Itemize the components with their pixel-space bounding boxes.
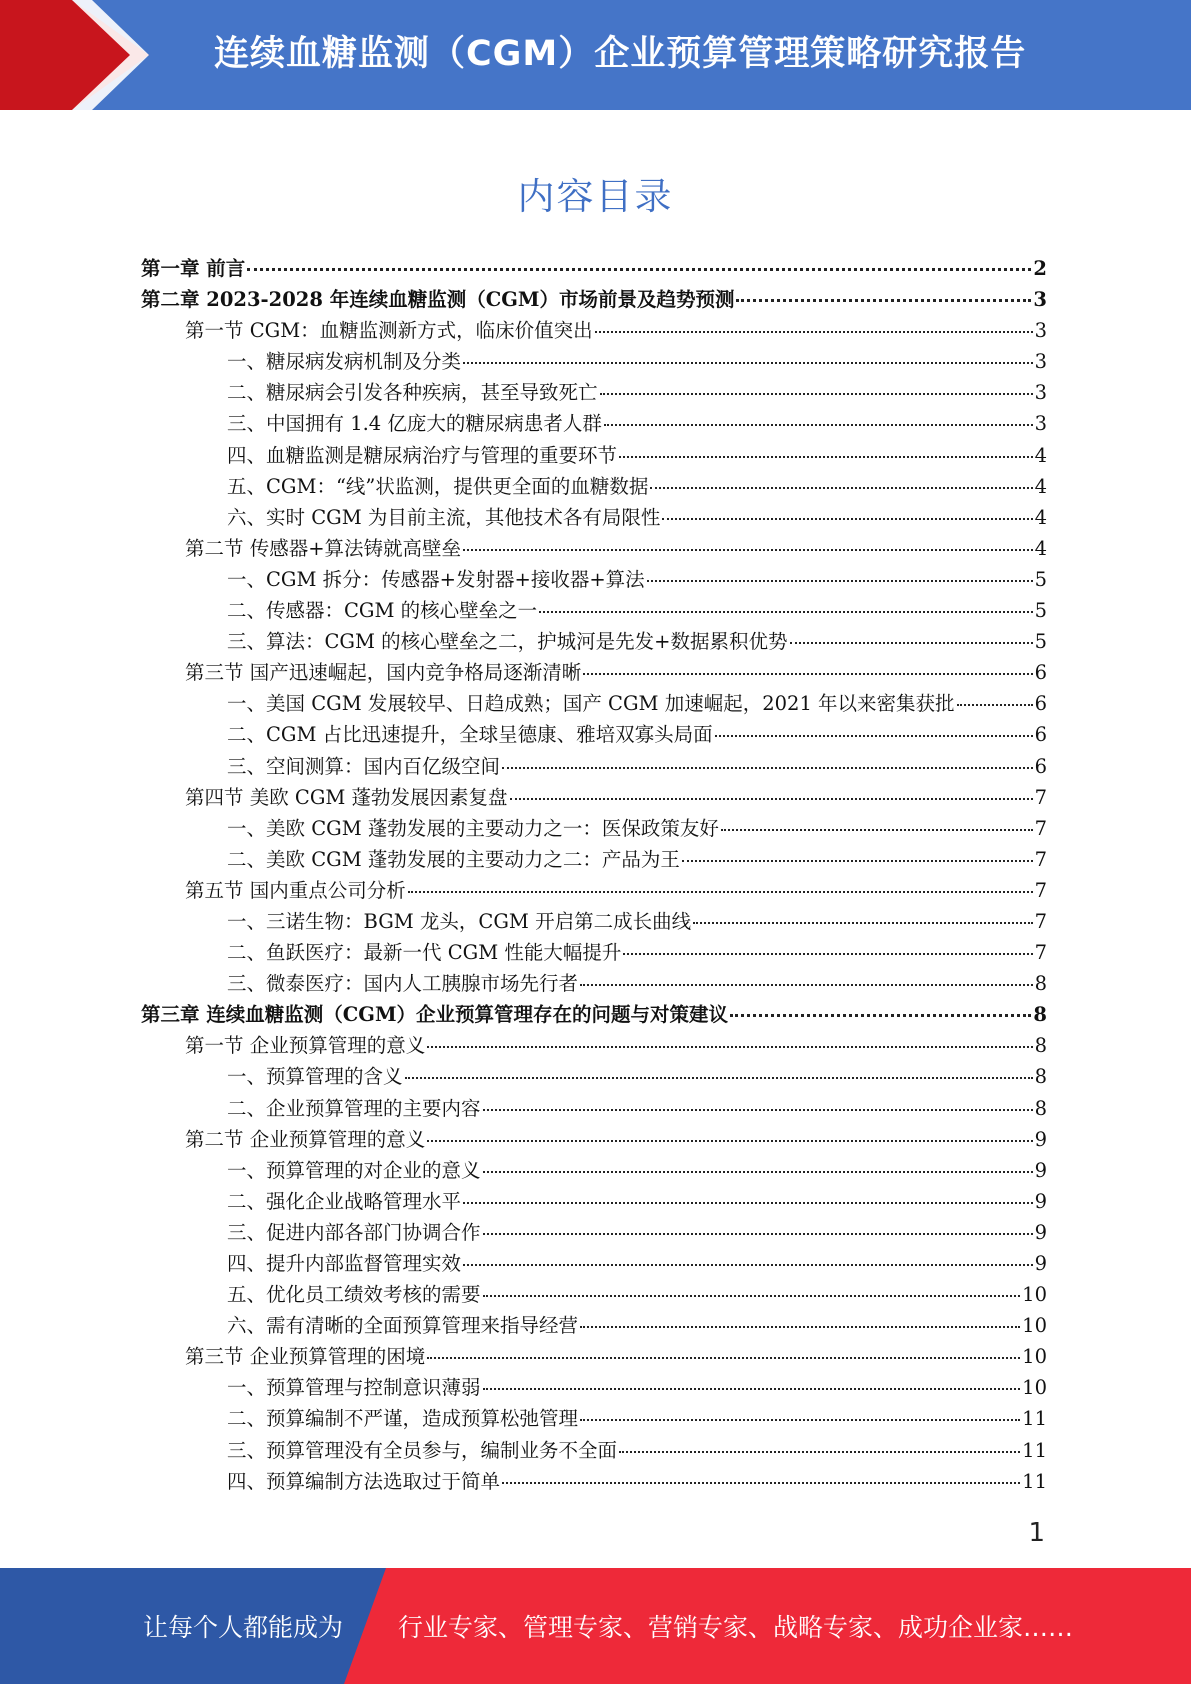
toc-entry-page: 6 xyxy=(1034,723,1047,747)
toc-entry-page: 3 xyxy=(1034,412,1047,436)
toc-entry-title: 第二章 2023-2028 年连续血糖监测（CGM）市场前景及趋势预测 xyxy=(141,288,735,312)
toc-entry[interactable] xyxy=(141,253,1047,284)
toc-entry-title: 一、美欧 CGM 蓬勃发展的主要动力之一：医保政策友好 xyxy=(227,816,719,840)
toc-entry[interactable] xyxy=(141,937,1047,968)
toc-entry-title: 二、CGM 占比迅速提升，全球呈德康、雅培双寡头局面 xyxy=(227,723,713,747)
header-banner xyxy=(0,0,1191,110)
toc-entry[interactable] xyxy=(141,1093,1047,1124)
toc-entry[interactable] xyxy=(141,782,1047,813)
toc-entry-title: 二、鱼跃医疗：最新一代 CGM 性能大幅提升 xyxy=(227,941,622,965)
toc-entry-title: 二、美欧 CGM 蓬勃发展的主要动力之二：产品为王 xyxy=(227,847,680,871)
toc-entry[interactable] xyxy=(141,1279,1047,1310)
toc-entry[interactable] xyxy=(141,813,1047,844)
toc-entry-page: 5 xyxy=(1034,567,1047,591)
toc-entry-title: 二、企业预算管理的主要内容 xyxy=(227,1096,481,1120)
toc-entry-page: 7 xyxy=(1034,941,1047,965)
toc-entry-page: 2 xyxy=(1033,257,1047,280)
toc-entry-page: 9 xyxy=(1034,1158,1047,1182)
toc-entry-page: 9 xyxy=(1034,1189,1047,1213)
toc-entry-page: 8 xyxy=(1034,1065,1047,1089)
toc-dot-leader xyxy=(619,456,1033,458)
toc-entry[interactable] xyxy=(141,1248,1047,1279)
toc-entry[interactable] xyxy=(141,595,1047,626)
toc-entry[interactable] xyxy=(141,377,1047,408)
toc-entry-page: 9 xyxy=(1034,1127,1047,1151)
toc-entry[interactable] xyxy=(141,1155,1047,1186)
toc-entry[interactable] xyxy=(141,999,1047,1030)
toc-entry-page: 4 xyxy=(1034,443,1047,467)
toc-entry-page: 10 xyxy=(1022,1283,1047,1307)
toc-entry-page: 9 xyxy=(1034,1220,1047,1244)
toc-entry[interactable] xyxy=(141,1061,1047,1092)
toc-entry-title: 五、优化员工绩效考核的需要 xyxy=(227,1283,481,1307)
toc-entry-title: 三、预算管理没有全员参与，编制业务不全面 xyxy=(227,1438,618,1462)
toc-entry-page: 6 xyxy=(1034,692,1047,716)
toc-entry-page: 10 xyxy=(1022,1314,1047,1338)
toc-entry[interactable] xyxy=(141,844,1047,875)
report-title: 连续血糖监测（CGM）企业预算管理策略研究报告 xyxy=(214,34,1027,74)
toc-entry-title: 一、预算管理的含义 xyxy=(227,1065,403,1089)
toc-dot-leader xyxy=(647,580,1033,582)
toc-dot-leader xyxy=(595,331,1033,333)
toc-dot-leader xyxy=(502,1482,1020,1484)
toc-entry-page: 8 xyxy=(1034,972,1047,996)
toc-entry[interactable] xyxy=(141,875,1047,906)
toc-dot-leader xyxy=(580,1326,1020,1328)
toc-entry[interactable] xyxy=(141,1372,1047,1403)
toc-entry[interactable] xyxy=(141,564,1047,595)
toc-entry[interactable] xyxy=(141,1466,1047,1497)
toc-entry-title: 三、空间测算：国内百亿级空间 xyxy=(227,754,501,778)
toc-entry[interactable] xyxy=(141,1186,1047,1217)
toc-entry-title: 三、算法：CGM 的核心壁垒之二，护城河是先发+数据累积优势 xyxy=(227,630,788,654)
header-arrow-decoration xyxy=(0,0,160,110)
toc-entry-title: 第一节 CGM：血糖监测新方式，临床价值突出 xyxy=(185,319,593,343)
toc-dot-leader xyxy=(502,767,1033,769)
toc-entry-title: 第五节 国内重点公司分析 xyxy=(185,878,406,902)
toc-dot-leader xyxy=(682,860,1033,862)
toc-entry-title: 第二节 传感器+算法铸就高壁垒 xyxy=(185,536,462,560)
toc-dot-leader xyxy=(427,1140,1032,1142)
toc-dot-leader xyxy=(721,829,1033,831)
toc-dot-leader xyxy=(693,922,1032,924)
toc-dot-leader xyxy=(604,424,1033,426)
toc-entry-title: 二、预算编制不严谨，造成预算松弛管理 xyxy=(227,1407,579,1431)
toc-dot-leader xyxy=(583,673,1032,675)
toc-entry[interactable] xyxy=(141,906,1047,937)
toc-entry[interactable] xyxy=(141,1341,1047,1372)
toc-entry-title: 第一节 企业预算管理的意义 xyxy=(185,1034,426,1058)
toc-entry[interactable] xyxy=(141,1124,1047,1155)
page-number: 1 xyxy=(1028,1518,1045,1548)
footer-slogan-left: 让每个人都能成为 xyxy=(143,1613,344,1642)
toc-entry-title: 四、预算编制方法选取过于简单 xyxy=(227,1469,501,1493)
toc-entry[interactable] xyxy=(141,751,1047,782)
toc-dot-leader xyxy=(463,549,1033,551)
toc-entry-title: 第三节 国产迅速崛起，国内竞争格局逐渐清晰 xyxy=(185,661,582,685)
toc-dot-leader xyxy=(580,1419,1020,1421)
toc-entry-title: 一、预算管理与控制意识薄弱 xyxy=(227,1376,481,1400)
toc-entry[interactable] xyxy=(141,657,1047,688)
toc-entry-title: 第三节 企业预算管理的困境 xyxy=(185,1345,426,1369)
toc-entry-page: 6 xyxy=(1034,661,1047,685)
toc-entry-page: 10 xyxy=(1022,1376,1047,1400)
toc-entry[interactable] xyxy=(141,502,1047,533)
toc-entry-page: 7 xyxy=(1034,816,1047,840)
toc-entry[interactable] xyxy=(141,968,1047,999)
toc-entry-title: 一、糖尿病发病机制及分类 xyxy=(227,350,462,374)
toc-dot-leader xyxy=(483,1388,1021,1390)
toc-entry-title: 五、CGM：“线”状监测，提供更全面的血糖数据 xyxy=(227,474,649,498)
toc-dot-leader xyxy=(463,1202,1033,1204)
toc-dot-leader xyxy=(510,798,1033,800)
toc-dot-leader xyxy=(483,1295,1021,1297)
toc-entry[interactable] xyxy=(141,1403,1047,1434)
toc-entry[interactable] xyxy=(141,1310,1047,1341)
toc-entry-title: 三、中国拥有 1.4 亿庞大的糖尿病患者人群 xyxy=(227,412,602,436)
toc-entry[interactable] xyxy=(141,626,1047,657)
toc-dot-leader xyxy=(539,611,1032,613)
toc-entry-title: 四、提升内部监督管理实效 xyxy=(227,1252,462,1275)
toc-dot-leader xyxy=(650,487,1032,489)
toc-dot-leader xyxy=(408,891,1033,893)
toc-entry-page: 9 xyxy=(1034,1252,1047,1275)
toc-entry-page: 7 xyxy=(1034,909,1047,933)
toc-entry-page: 4 xyxy=(1034,536,1047,560)
toc-dot-leader xyxy=(619,1451,1020,1453)
toc-entry[interactable] xyxy=(141,315,1047,346)
toc-entry-page: 6 xyxy=(1034,754,1047,778)
toc-entry[interactable] xyxy=(141,284,1047,315)
toc-dot-leader xyxy=(483,1109,1033,1111)
toc-entry-page: 5 xyxy=(1034,599,1047,623)
toc-entry[interactable] xyxy=(141,1435,1047,1466)
toc-dot-leader xyxy=(736,299,1031,302)
toc-entry-page: 3 xyxy=(1033,288,1047,312)
toc-dot-leader xyxy=(463,362,1033,364)
toc-entry-title: 第四节 美欧 CGM 蓬勃发展因素复盘 xyxy=(185,785,508,809)
toc-entry[interactable] xyxy=(141,440,1047,471)
toc-entry-title: 二、强化企业战略管理水平 xyxy=(227,1189,462,1213)
toc-entry[interactable] xyxy=(141,1030,1047,1061)
toc-dot-leader xyxy=(730,1014,1031,1017)
toc-entry-page: 7 xyxy=(1034,785,1047,809)
toc-entry-title: 一、三诺生物：BGM 龙头，CGM 开启第二成长曲线 xyxy=(227,909,692,933)
toc-entry-title: 三、促进内部各部门协调合作 xyxy=(227,1220,481,1244)
toc-entry-page: 8 xyxy=(1034,1096,1047,1120)
toc-entry[interactable] xyxy=(141,471,1047,502)
toc-entry-title: 第二节 企业预算管理的意义 xyxy=(185,1127,426,1151)
toc-entry-page: 11 xyxy=(1022,1438,1047,1462)
toc-entry-page: 7 xyxy=(1034,847,1047,871)
toc-dot-leader xyxy=(427,1046,1032,1048)
table-of-contents xyxy=(141,253,1047,1497)
toc-entry-page: 7 xyxy=(1034,878,1047,902)
footer-slogan-right: 行业专家、管理专家、营销专家、战略专家、成功企业家…… xyxy=(398,1613,1074,1642)
toc-entry-title: 第一章 前言 xyxy=(141,257,246,280)
toc-dot-leader xyxy=(427,1357,1020,1359)
toc-entry-page: 3 xyxy=(1034,381,1047,405)
toc-dot-leader xyxy=(463,1264,1033,1266)
toc-dot-leader xyxy=(600,393,1033,395)
toc-entry[interactable] xyxy=(141,408,1047,439)
toc-entry-page: 3 xyxy=(1034,350,1047,374)
toc-dot-leader xyxy=(247,268,1031,271)
toc-entry-title: 一、预算管理的对企业的意义 xyxy=(227,1158,481,1182)
toc-entry-page: 11 xyxy=(1022,1407,1047,1431)
toc-entry-title: 三、微泰医疗：国内人工胰腺市场先行者 xyxy=(227,972,579,996)
toc-dot-leader xyxy=(715,735,1033,737)
toc-entry-page: 5 xyxy=(1034,630,1047,654)
toc-entry-page: 11 xyxy=(1022,1469,1047,1493)
toc-entry-title: 一、美国 CGM 发展较早、日趋成熟；国产 CGM 加速崛起，2021 年以来密集获批 xyxy=(227,692,955,716)
toc-entry-title: 二、传感器：CGM 的核心壁垒之一 xyxy=(227,599,538,623)
toc-entry-page: 4 xyxy=(1034,505,1047,529)
toc-entry-page: 3 xyxy=(1034,319,1047,343)
toc-entry[interactable] xyxy=(141,1217,1047,1248)
toc-entry[interactable] xyxy=(141,533,1047,564)
toc-entry[interactable] xyxy=(141,719,1047,750)
toc-dot-leader xyxy=(957,704,1033,706)
toc-entry-page: 4 xyxy=(1034,474,1047,498)
toc-entry-page: 10 xyxy=(1022,1345,1047,1369)
toc-dot-leader xyxy=(483,1171,1033,1173)
toc-dot-leader xyxy=(623,953,1032,955)
toc-entry[interactable] xyxy=(141,346,1047,377)
footer-banner xyxy=(0,1568,1191,1684)
toc-dot-leader xyxy=(580,984,1033,986)
toc-entry-title: 第三章 连续血糖监测（CGM）企业预算管理存在的问题与对策建议 xyxy=(141,1003,729,1027)
toc-entry-page: 8 xyxy=(1033,1003,1047,1027)
toc-dot-leader xyxy=(790,642,1033,644)
toc-entry-title: 一、CGM 拆分：传感器+发射器+接收器+算法 xyxy=(227,567,645,591)
toc-dot-leader xyxy=(662,518,1032,520)
toc-entry-title: 四、血糖监测是糖尿病治疗与管理的重要环节 xyxy=(227,443,618,467)
toc-entry-title: 二、糖尿病会引发各种疾病，甚至导致死亡 xyxy=(227,381,598,405)
toc-entry-title: 六、需有清晰的全面预算管理来指导经营 xyxy=(227,1314,579,1338)
toc-entry-page: 8 xyxy=(1034,1034,1047,1058)
toc-entry[interactable] xyxy=(141,688,1047,719)
toc-dot-leader xyxy=(405,1077,1033,1079)
toc-heading: 内容目录 xyxy=(517,175,674,218)
toc-dot-leader xyxy=(483,1233,1033,1235)
toc-entry-title: 六、实时 CGM 为目前主流，其他技术各有局限性 xyxy=(227,505,661,529)
